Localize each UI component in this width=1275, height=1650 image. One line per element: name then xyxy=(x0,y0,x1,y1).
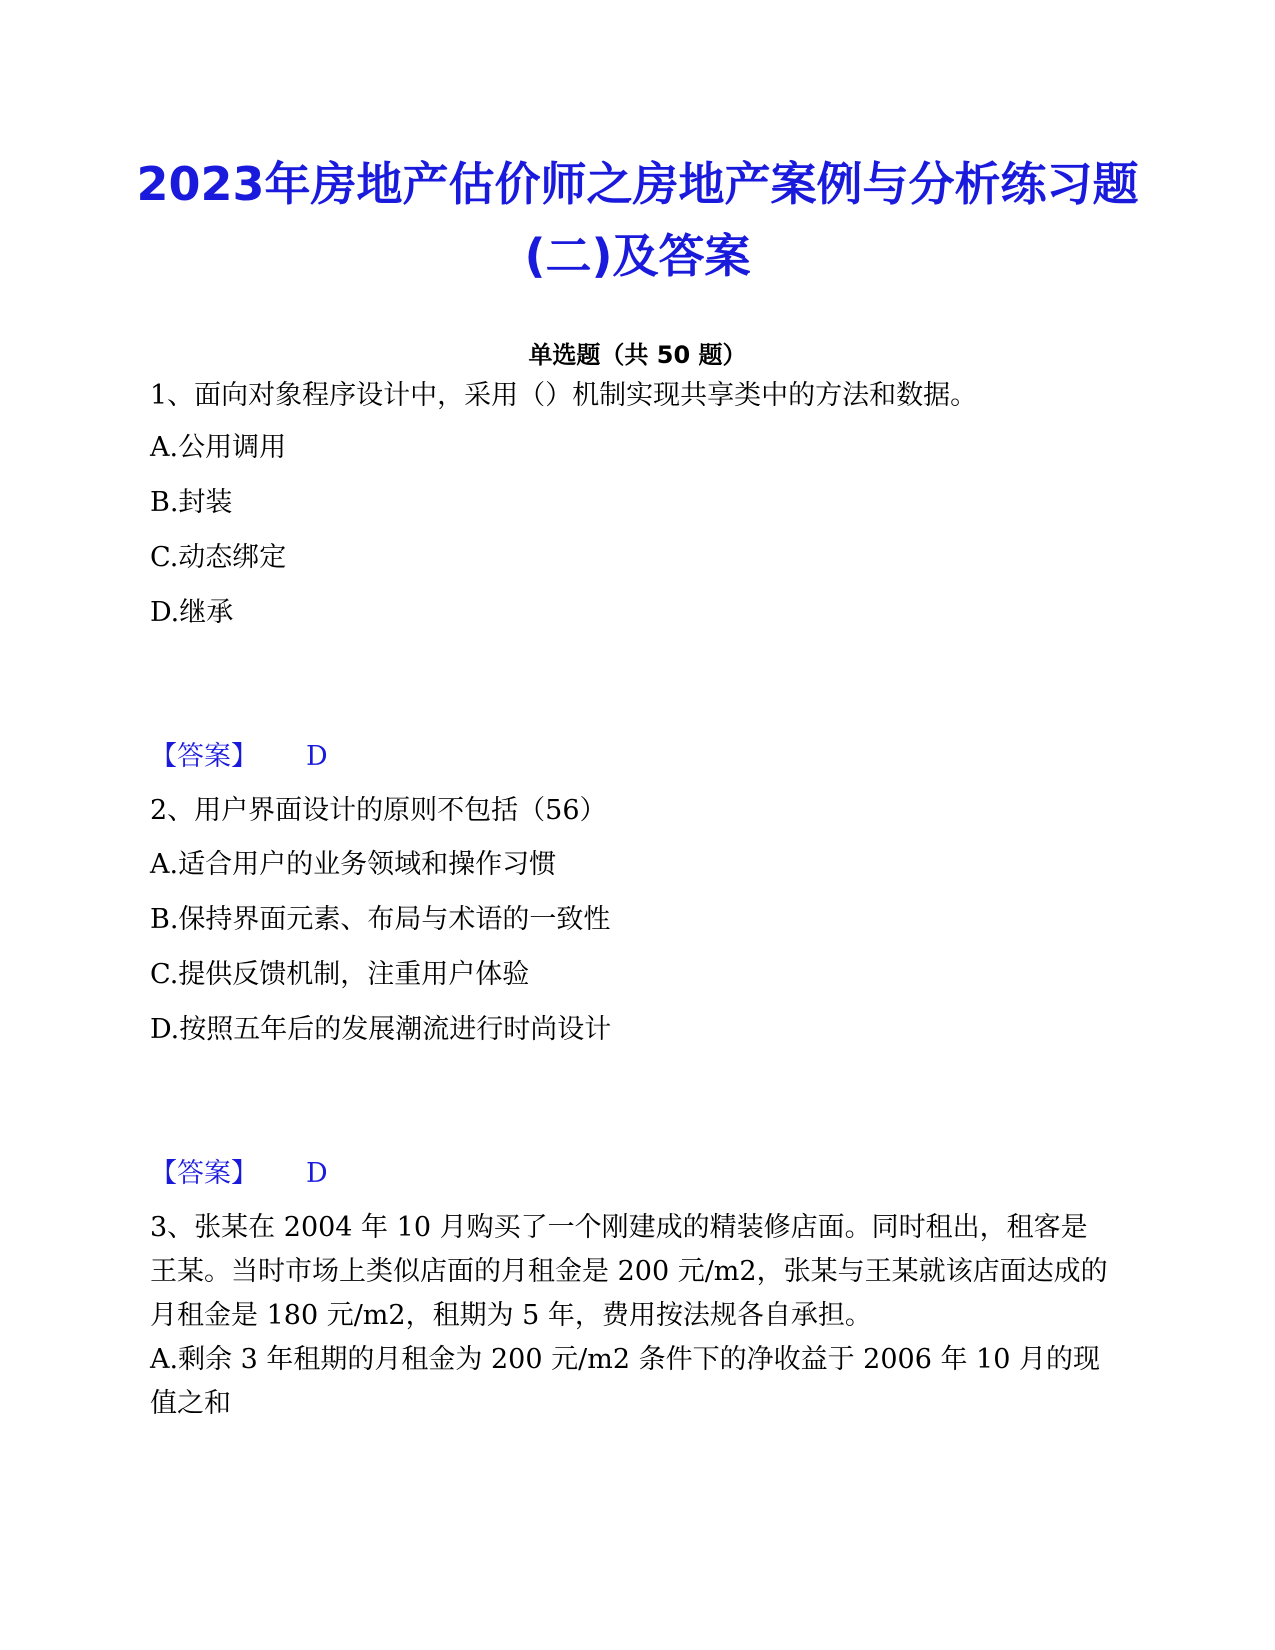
question-2-option-a: A.适合用户的业务领域和操作习惯 xyxy=(150,849,557,880)
question-2-answer xyxy=(150,1152,1110,1196)
question-1-option-b: B.封装 xyxy=(150,487,233,518)
question-1-option-d: D.继承 xyxy=(150,597,234,628)
answer-value: D xyxy=(306,741,328,772)
question-1-answer xyxy=(150,735,1110,779)
section-heading: 单选题（共 50 题） xyxy=(528,341,747,369)
document-title: 2023年房地产估价师之房地产案例与分析练习题(二)及答案 xyxy=(136,157,1139,283)
question-2-option-c: C.提供反馈机制，注重用户体验 xyxy=(150,959,530,990)
answer-label: 【答案】 xyxy=(150,741,258,772)
question-2-option-d: D.按照五年后的发展潮流进行时尚设计 xyxy=(150,1014,612,1045)
answer-label: 【答案】 xyxy=(150,1158,258,1189)
question-2-option-b: B.保持界面元素、布局与术语的一致性 xyxy=(150,904,611,935)
question-2-stem: 2、用户界面设计的原则不包括（56） xyxy=(150,795,607,826)
question-3-option-a: A.剩余 3 年租期的月租金为 200 元/m2 条件下的净收益于 2006 年 10 月的现值之和 xyxy=(150,1344,1100,1419)
question-1-option-a: A.公用调用 xyxy=(150,432,287,463)
answer-value: D xyxy=(306,1158,328,1189)
question-3-stem: 3、张某在 2004 年 10 月购买了一个刚建成的精装修店面。同时租出，租客是王某。当时市场上类似店面的月租金是 200 元/m2，张某与王某就该店面达成的月租金是 180 元/m2，租期为 5 年，费用按法规各自承担。 xyxy=(150,1212,1108,1331)
question-1-stem: 1、面向对象程序设计中，采用（）机制实现共享类中的方法和数据。 xyxy=(150,380,978,411)
question-1-option-c: C.动态绑定 xyxy=(150,542,287,573)
